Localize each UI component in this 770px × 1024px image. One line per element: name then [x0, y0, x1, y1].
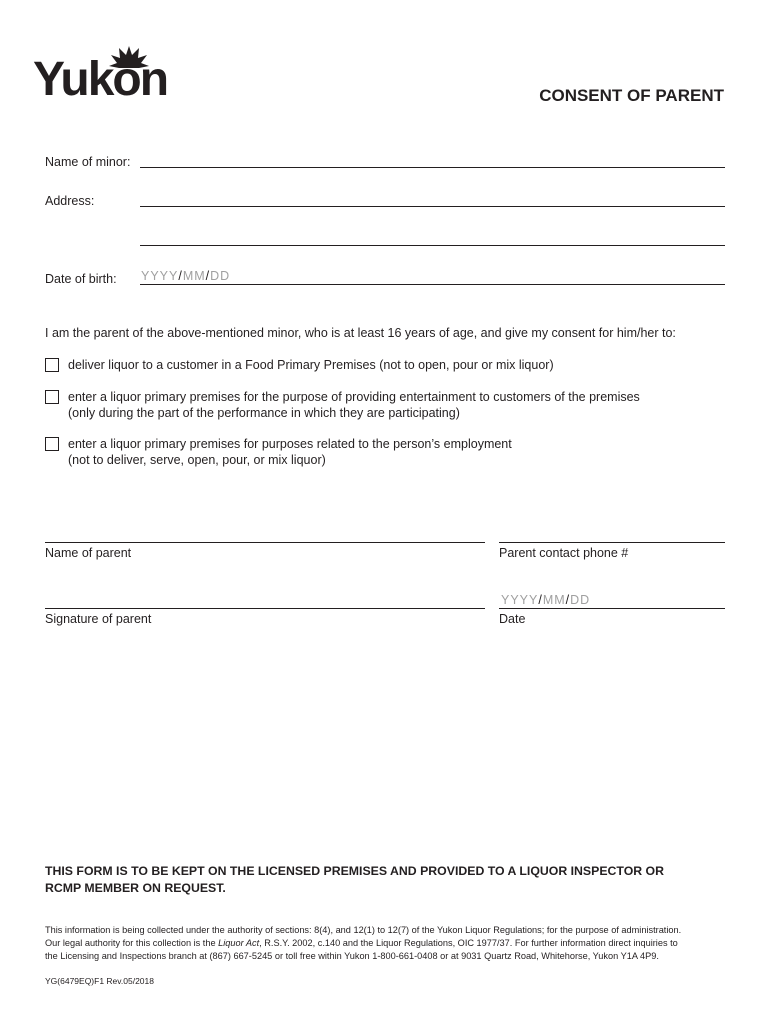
parent-phone-field[interactable]	[499, 542, 725, 543]
date-separator: /	[565, 593, 571, 607]
option-3-line-2: (not to deliver, serve, open, pour, or mix liquor)	[68, 453, 326, 467]
date-separator: /	[205, 269, 211, 283]
date-separator: /	[178, 269, 183, 283]
date-of-birth-label: Date of birth:	[45, 272, 117, 286]
name-of-minor-label: Name of minor:	[45, 155, 131, 169]
form-id: YG(6479EQ)F1 Rev.05/2018	[45, 976, 154, 986]
date-field[interactable]	[499, 608, 725, 609]
privacy-line-2-pre: Our legal authority for this collection is the	[45, 938, 219, 948]
option-1-checkbox[interactable]	[45, 358, 59, 372]
option-1-line-1: deliver liquor to a customer in a Food Primary Premises (not to open, pour or mix liquor)	[68, 358, 554, 372]
year-placeholder: YYYY	[141, 269, 179, 283]
name-of-parent-label: Name of parent	[45, 546, 132, 560]
notice-line-2: RCMP MEMBER ON REQUEST.	[45, 881, 226, 895]
signature-of-parent-label: Signature of parent	[45, 612, 152, 626]
date-label: Date	[499, 612, 526, 626]
option-3-label	[68, 436, 512, 468]
privacy-line-3: the Licensing and Inspections branch at (867) 667-5245 or toll free within Yukon 1-800-661-0408 or at 9031 Quartz Road, Whitehorse, Yukon Y1A 4P9.	[45, 951, 659, 961]
notice-line-1: THIS FORM IS TO BE KEPT ON THE LICENSED PREMISES AND PROVIDED TO A LIQUOR INSPECTOR OR	[45, 864, 665, 878]
option-3-line-1: enter a liquor primary premises for purposes related to the person’s employment	[68, 437, 512, 451]
option-2-label	[68, 389, 640, 421]
consent-intro: I am the parent of the above-mentioned minor, who is at least 16 years of age, and give my consent for him/her to:	[45, 326, 676, 340]
option-3-checkbox[interactable]	[45, 437, 59, 451]
yukon-logo	[33, 46, 173, 108]
option-2-line-2: (only during the part of the performance in which they are participating)	[68, 406, 460, 420]
privacy-statement	[45, 924, 681, 963]
option-1-label	[68, 357, 554, 373]
date-of-birth-placeholder	[141, 269, 230, 283]
name-of-minor-field[interactable]	[140, 167, 725, 168]
address-field-line-1[interactable]	[140, 206, 725, 207]
logo-wordmark: Yukon	[33, 53, 168, 106]
parent-phone-label: Parent contact phone #	[499, 546, 629, 560]
signature-of-parent-field[interactable]	[45, 608, 485, 609]
year-placeholder: YYYY	[501, 593, 539, 607]
option-2-line-1: enter a liquor primary premises for the purpose of providing entertainment to customers of the premises	[68, 390, 640, 404]
day-placeholder: DD	[210, 269, 231, 283]
form-title: CONSENT OF PARENT	[539, 86, 724, 105]
date-placeholder	[501, 593, 590, 607]
day-placeholder: DD	[570, 593, 591, 607]
privacy-line-2	[45, 937, 681, 950]
retention-notice	[45, 863, 664, 897]
date-of-birth-field[interactable]	[140, 284, 725, 285]
address-label: Address:	[45, 194, 95, 208]
privacy-line-2-post: , R.S.Y. 2002, c.140 and the Liquor Regulations, OIC 1977/37. For further information direct inquiries to	[259, 938, 678, 948]
privacy-line-1: This information is being collected under the authority of sections: 8(4), and 12(1) to 12(7) of the Yukon Liquor Regulations; for the purpose of administration.	[45, 925, 682, 935]
date-separator: /	[538, 593, 543, 607]
act-name: Liquor Act	[218, 938, 260, 948]
option-2-checkbox[interactable]	[45, 390, 59, 404]
month-placeholder: MM	[542, 593, 566, 607]
month-placeholder: MM	[182, 269, 206, 283]
name-of-parent-field[interactable]	[45, 542, 485, 543]
address-field-line-2[interactable]	[140, 245, 725, 246]
